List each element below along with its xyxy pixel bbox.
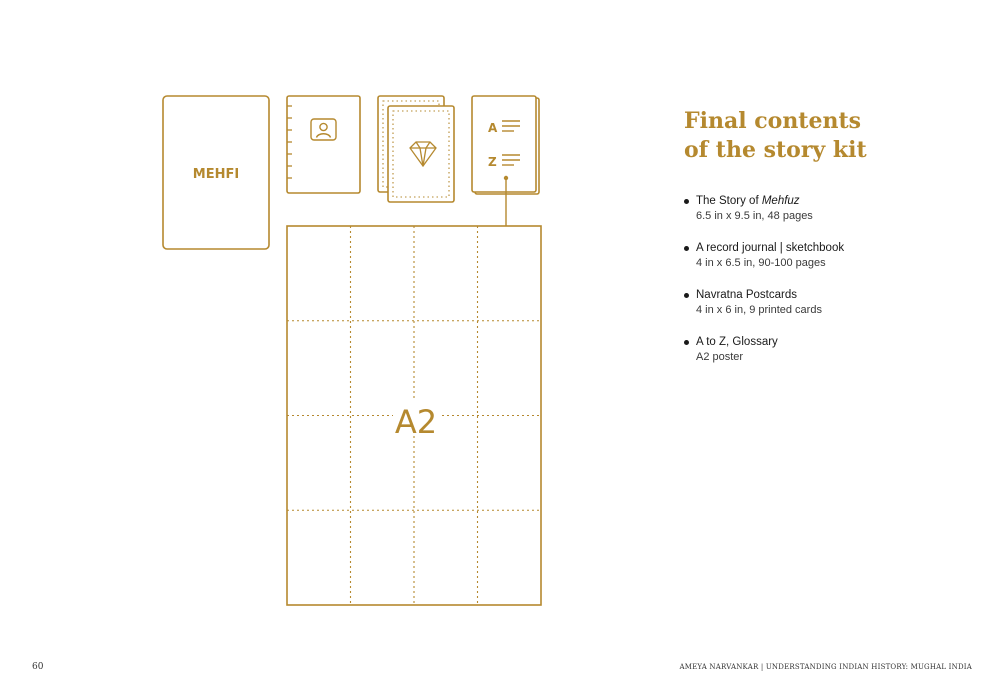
glossary-letter-z: Z [488,155,497,169]
item-title: A to Z, Glossary [696,336,778,348]
journal-illustration [287,96,360,193]
item-detail: 4 in x 6.5 in, 90-100 pages [696,257,826,269]
kit-contents-list [683,194,943,382]
postcards-illustration [378,96,454,202]
storybook-illustration [163,96,269,249]
item-title [696,194,943,209]
list-item [683,288,943,318]
a2-poster-label: A2 [394,403,438,441]
item-title-prefix: The Story of [696,195,762,207]
item-title-italic: Mehfuz [761,195,800,207]
page-number: 60 [32,662,44,672]
heading-line-2: of the story kit [684,137,867,163]
storybook-cover-label: MEHFI [192,167,240,182]
item-detail: A2 poster [696,351,744,363]
glossary-illustration [472,96,539,226]
heading-line-1: Final contents [684,108,862,134]
a2-poster-illustration [287,226,541,605]
portrait-icon [311,119,336,140]
running-footer: AMEYA NARVANKAR | UNDERSTANDING INDIAN HISTORY: MUGHAL INDIA [679,663,972,671]
glossary-letter-a: A [488,121,498,135]
list-item [683,194,943,224]
item-detail: 6.5 in x 9.5 in, 48 pages [696,210,813,222]
list-item [683,241,943,271]
item-detail: 4 in x 6 in, 9 printed cards [696,304,822,316]
item-title: A record journal | sketchbook [696,242,845,254]
list-item [683,335,943,365]
item-title: Navratna Postcards [696,289,797,301]
section-heading [684,107,924,165]
